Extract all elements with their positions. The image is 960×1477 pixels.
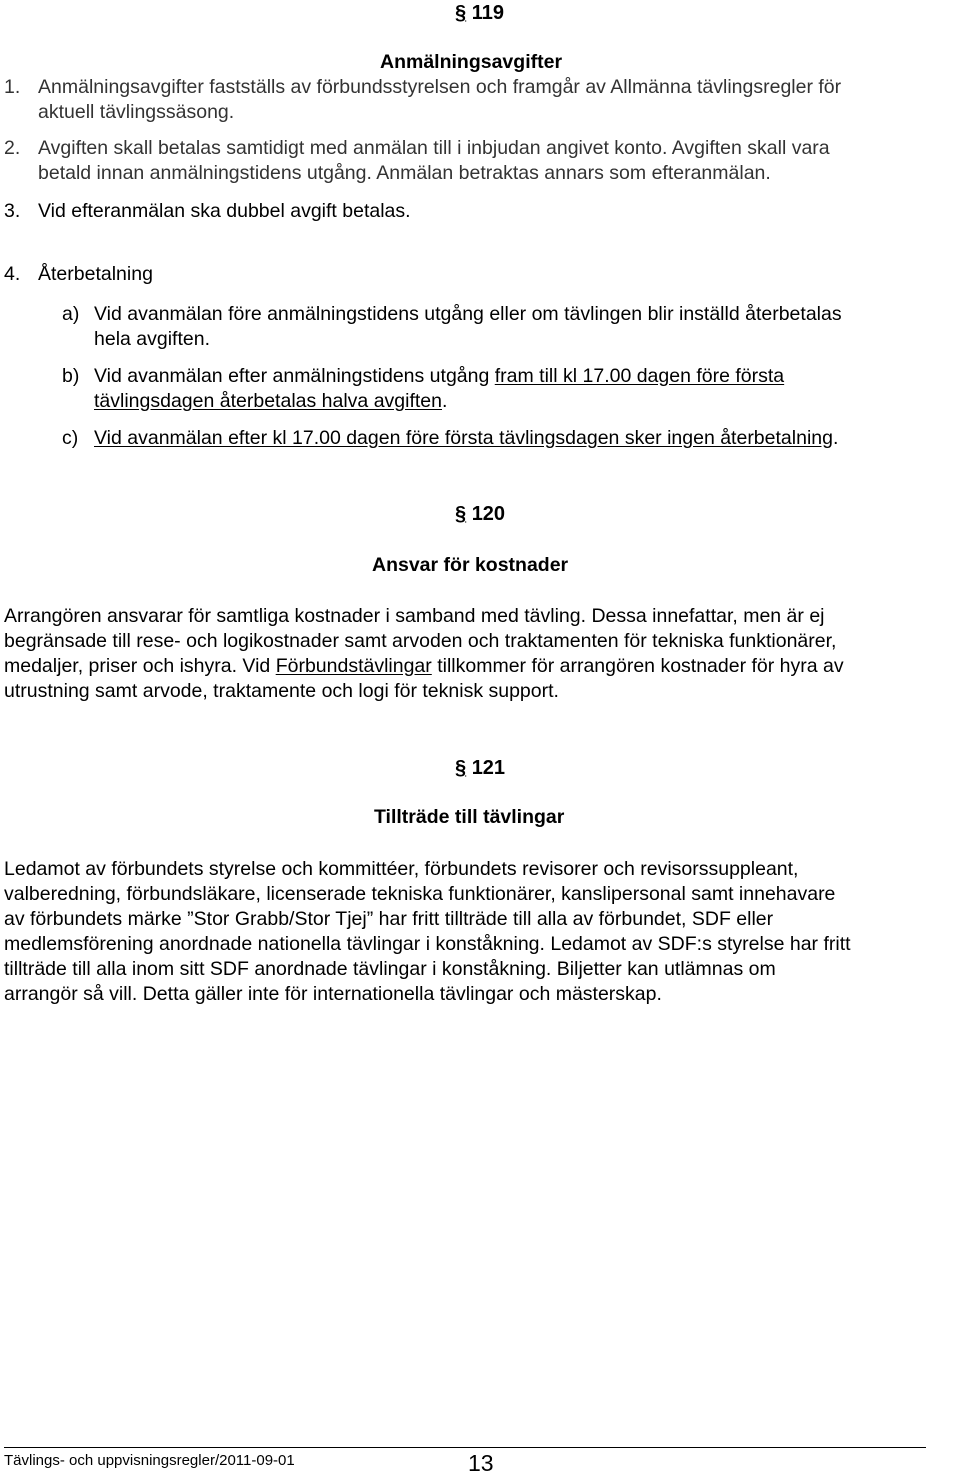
- footer-page-number: 13: [468, 1450, 494, 1476]
- section-121-line-3: av förbundets märke ”Stor Grabb/Stor Tjej” har fritt tillträde till alla av förbundet, SDF eller: [4, 908, 774, 930]
- section-121-line-1: Ledamot av förbundets styrelse och kommittéer, förbundets revisorer och revisorssuppleant,: [4, 858, 799, 880]
- section-121-line-4: medlemsförening anordnade nationella tävlingar i konståkning. Ledamot av SDF:s styrelse har fritt: [4, 933, 851, 955]
- footer-divider: [4, 1447, 926, 1448]
- section-120-title: Ansvar för kostnader: [372, 554, 569, 576]
- list-item-2-marker: 2.: [4, 137, 21, 159]
- list-item-1-marker: 1.: [4, 76, 21, 98]
- list-item-4-marker: 4.: [4, 263, 21, 285]
- section-121-number: § 121: [455, 757, 506, 779]
- section-121-line-6: arrangör så vill. Detta gäller inte för internationella tävlingar och mästerskap.: [4, 983, 662, 1005]
- subitem-c-marker: c): [62, 427, 79, 449]
- footer-document-label: Tävlings- och uppvisningsregler/2011-09-01: [4, 1452, 295, 1469]
- section-120-line-1: Arrangören ansvarar för samtliga kostnader i samband med tävling. Dessa innefattar, men är ej: [4, 605, 825, 627]
- section-120-line-2: begränsade till rese- och logikostnader samt arvoden och traktamenten för tekniska funktionärer,: [4, 630, 837, 652]
- list-item-1-line-1: Anmälningsavgifter fastställs av förbundsstyrelsen och framgår av Allmänna tävlingsregler för: [38, 76, 842, 98]
- section-120-number: § 120: [455, 503, 506, 525]
- subitem-b-line-2: tävlingsdagen återbetalas halva avgiften.: [94, 390, 448, 412]
- forbundstavlingar-link[interactable]: Förbundstävlingar: [275, 655, 432, 677]
- subitem-b-line-1: Vid avanmälan efter anmälningstidens utgång fram till kl 17.00 dagen före första: [94, 365, 785, 387]
- subitem-c-line-1: Vid avanmälan efter kl 17.00 dagen före första tävlingsdagen sker ingen återbetalning.: [94, 427, 839, 449]
- subitem-b-underlined-2: tävlingsdagen återbetalas halva avgiften: [94, 390, 442, 412]
- section-121-title: Tillträde till tävlingar: [374, 806, 565, 828]
- section-119-number: § 119: [455, 2, 504, 24]
- subitem-a-line-1: Vid avanmälan före anmälningstidens utgång eller om tävlingen blir inställd återbetalas: [94, 303, 842, 325]
- list-item-4-line-1: Återbetalning: [38, 263, 153, 285]
- subitem-a-line-2: hela avgiften.: [94, 328, 211, 350]
- section-120-line-4: utrustning samt arvode, traktamente och logi för teknisk support.: [4, 680, 559, 702]
- list-item-1-line-2: aktuell tävlingssäsong.: [38, 101, 235, 123]
- subitem-a-marker: a): [62, 303, 80, 325]
- list-item-2-line-2: betald innan anmälningstidens utgång. Anmälan betraktas annars som efteranmälan.: [38, 162, 771, 184]
- subitem-b-underlined-1: fram till kl 17.00 dagen före första: [494, 365, 785, 387]
- subitem-c-underlined: Vid avanmälan efter kl 17.00 dagen före första tävlingsdagen sker ingen återbetalning: [94, 427, 833, 449]
- subitem-b-marker: b): [62, 365, 80, 387]
- section-119-title: Anmälningsavgifter: [380, 51, 563, 73]
- list-item-3-marker: 3.: [4, 200, 21, 222]
- list-item-2-line-1: Avgiften skall betalas samtidigt med anmälan till i inbjudan angivet konto. Avgiften skall vara: [38, 137, 830, 159]
- section-120-line-3: medaljer, priser och ishyra. Vid Förbundstävlingar tillkommer för arrangören kostnader för hyra av: [4, 655, 844, 677]
- list-item-3-line-1: Vid efteranmälan ska dubbel avgift betalas.: [38, 200, 411, 222]
- section-121-line-2: valberedning, förbundsläkare, licenserade tekniska funktionärer, kanslipersonal samt innehavare: [4, 883, 836, 905]
- section-121-line-5: tillträde till alla inom sitt SDF anordnade tävlingar i konståkning. Biljetter kan utlämnas om: [4, 958, 776, 980]
